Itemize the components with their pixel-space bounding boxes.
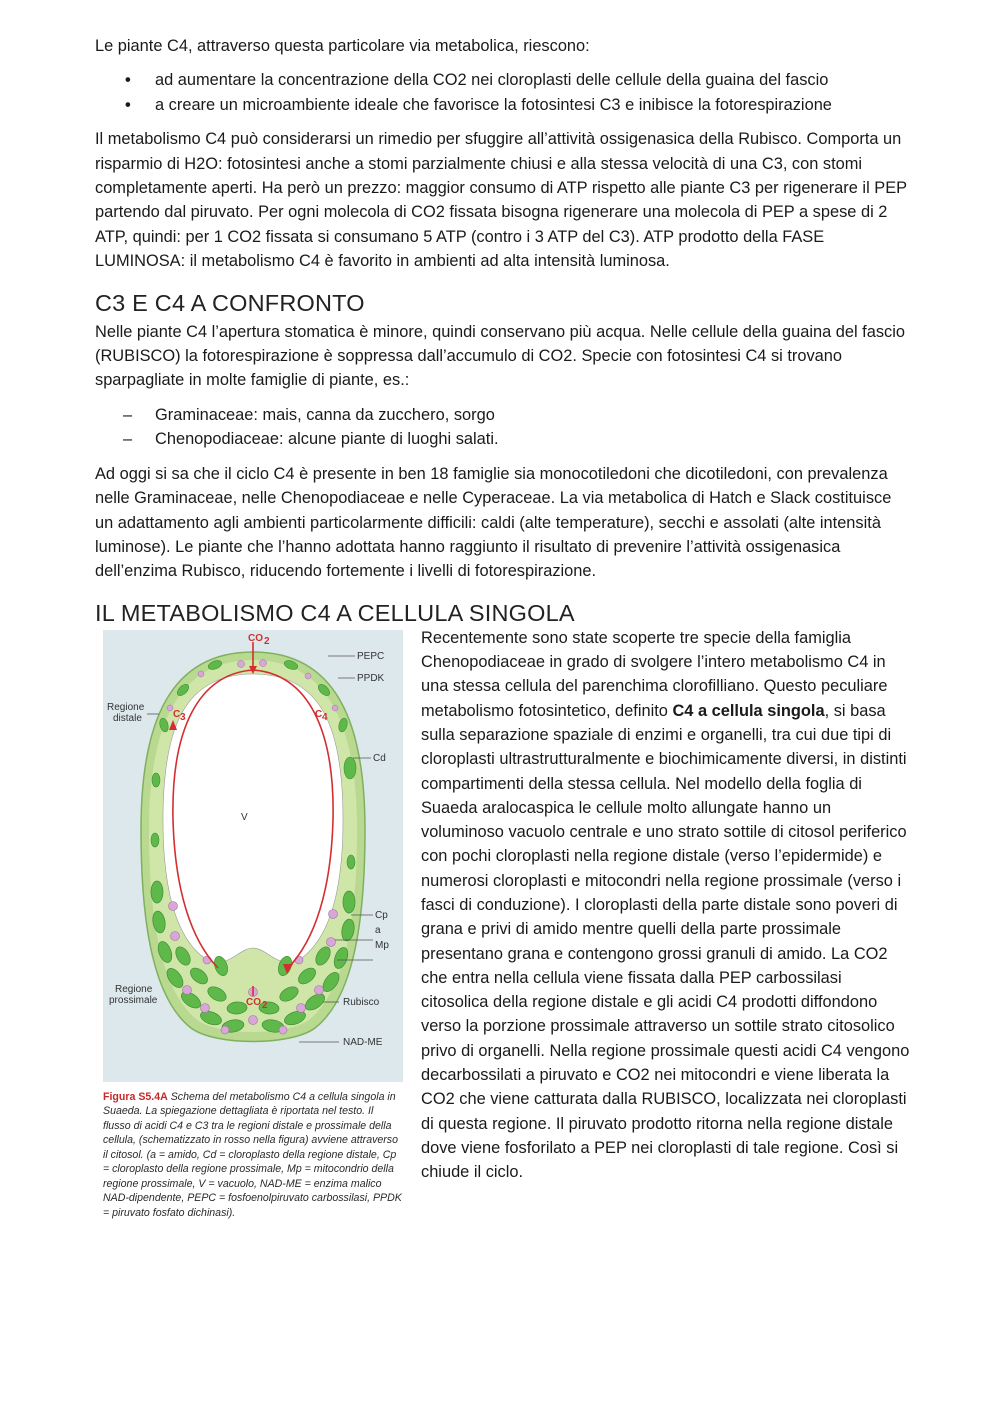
list-item: – Graminaceae: mais, canna da zucchero, sorgo	[95, 403, 910, 427]
co2-top-label: CO	[248, 632, 263, 644]
nadme-label: NAD-ME	[343, 1036, 383, 1048]
list-item: – Chenopodiaceae: alcune piante di luoghi salati.	[95, 427, 910, 451]
cell-diagram	[103, 630, 403, 1082]
single-cell-text-column	[421, 626, 911, 1185]
caption-text: Schema del metabolismo C4 a cellula singola in Suaeda. La spiegazione dettagliata è riportata nel testo. Il flusso di acidi C4 e C3 tra le regioni distale e prossimale della cellula, (schematizzato in rosso nella figura) avviene attraverso il citosol. (a = amido, Cd = cloroplasto della regione distale, Cp = cloroplasto della regione prossimale, Mp = mitocondrio della regione prossimale, V = vacuolo, NAD-ME = enzima malico NAD-dipendente, PEPC = fosfoenolpiruvato carbossilasi, PPDK = piruvato fosfato dichinasi).	[103, 1090, 402, 1219]
paragraph-c3-c4-compare: Nelle piante C4 l’apertura stomatica è minore, quindi conservano più acqua. Nelle cellule della guaina del fascio (RUBISCO) la fotorespirazione è soppressa dall’accumulo di CO2. Specie con fotosintesi C4 si trovano sparpagliate in molte famiglie di piante, es.:	[95, 322, 905, 390]
bold-term: C4 a cellula singola	[672, 701, 825, 720]
bullet-mark: •	[125, 95, 131, 114]
figure-and-text	[95, 630, 910, 1270]
cp-label: Cp	[375, 909, 388, 921]
c4-sub: 4	[322, 711, 328, 723]
list-item: • a creare un microambiente ideale che favorisce la fotosintesi C3 e inibisce la fotorespirazione	[95, 93, 910, 117]
co2-bottom-label: CO	[246, 996, 261, 1008]
co2-top-sub: 2	[264, 635, 270, 647]
paragraph-c4-families: Ad oggi si sa che il ciclo C4 è presente in ben 18 famiglie sia monocotiledoni che dicotiledoni, con prevalenza nelle Graminaceae, nelle Chenopodiaceae e nelle Cyperaceae. La via metabolica di Hatch e Slack costituisce un adattamento agli ambienti particolarmente difficili: caldi (alte temperature), secchi e assolati (alte intensità luminose). Le piante che l’hanno adottata hanno raggiunto il risultato di prevenire l’attività ossigenasica dell’enzima Rubisco, riducendo fortemente i livelli di fotorespirazione.	[95, 464, 892, 581]
intro-text: Le piante C4, attraverso questa particolare via metabolica, riescono:	[95, 37, 590, 55]
regione-prossimale-label-1: Regione	[115, 983, 153, 995]
section-heading-single-cell: IL METABOLISMO C4 A CELLULA SINGOLA	[95, 599, 575, 626]
dash-mark: –	[123, 430, 133, 449]
paragraph-single-cell: Recentemente sono state scoperte tre specie della famiglia Chenopodiaceae in grado di svolgere l’intero metabolismo C4 in una stessa cellula del parenchima clorofilliano. Questo peculiare metabolismo fotosintetico, definito C4 a cellula singola, si basa sulla separazione spaziale di enzimi e organelli, tra cui due tipi di cloroplasti ultrastrutturalmente e biochimicamente diversi, in distinti compartimenti della stessa cellula. Nel modello della foglia di Suaeda aralocaspica le cellule molto allungate hanno un voluminoso vacuolo centrale e uno strato sottile di citosol periferico con pochi cloroplasti nella regione distale (verso l’epidermide) e numerosi cloroplasti e mitocondri nella regione prossimale (verso i fasci di conduzione). I cloroplasti della parte distale sono poveri di grana e privi di amido mentre quelli della parte prossimale presentano grana e contengono grossi granuli di amido. La CO2 che entra nella cellula viene fissata dalla PEP carbossilasi citosolica della regione distale e gli acidi C4 prodotti diffondono verso la porzione prossimale attraverso un sottile strato citosolico privo di organelli. Nella regione prossimale questi acidi C4 vengono decarbossilati a piruvato e CO2 nei mitocondri e viene liberata la CO2 che viene catturata dalla RUBISCO, localizzata nei cloroplasti di questa regione. Il piruvato prodotto ritorna nella regione distale dove viene fosforilato a PEP nei cloroplasti di tale regione. Così si chiude il ciclo.	[421, 628, 910, 1182]
ppdk-label: PPDK	[357, 672, 385, 684]
figure-caption	[103, 1090, 403, 1221]
caption-label: Figura S5.4A	[103, 1090, 168, 1103]
bullet-list	[95, 68, 910, 117]
bullet-mark: •	[125, 71, 131, 90]
paragraph-c4-cost: Il metabolismo C4 può considerarsi un rimedio per sfuggire all’attività ossigenasica della Rubisco. Comporta un risparmio di H2O: fotosintesi anche a stomi parzialmente chiusi e alla stessa velocità di una C3, con stomi completamente aperti. Ha però un prezzo: maggior consumo di ATP rispetto alle piante C3 per rigenerare il PEP partendo dal piruvato. Per ogni molecola di CO2 fissata bisogna rigenerare una molecola di PEP a spese di 2 ATP, quindi: per 1 CO2 fissata si consumano 5 ATP (contro i 3 ATP del C3). ATP prodotto della FASE LUMINOSA: il metabolismo C4 è favorito in ambienti ad alta intensità luminosa.	[95, 130, 907, 271]
starch-label: a	[375, 924, 381, 936]
rubisco-label: Rubisco	[343, 996, 380, 1008]
list-item: • ad aumentare la concentrazione della CO2 nei cloroplasti delle cellule della guaina del fascio	[95, 68, 910, 92]
document-page	[95, 34, 910, 1270]
figure-single-cell-c4	[103, 630, 411, 1221]
dash-mark: –	[123, 405, 133, 424]
vacuole-label: V	[241, 811, 248, 823]
c4-label: C	[315, 708, 323, 720]
regione-prossimale-label-2: prossimale	[109, 994, 158, 1006]
c3-label: C	[173, 708, 181, 720]
pepc-label: PEPC	[357, 650, 385, 662]
regione-distale-label-1: Regione	[107, 701, 145, 713]
cd-label: Cd	[373, 752, 386, 764]
regione-distale-label-2: distale	[113, 712, 142, 724]
c3-sub: 3	[180, 711, 186, 723]
dash-list	[95, 403, 910, 452]
mp-label: Mp	[375, 939, 389, 951]
co2-bottom-sub: 2	[262, 999, 268, 1011]
section-heading-c3-c4: C3 E C4 A CONFRONTO	[95, 289, 365, 316]
